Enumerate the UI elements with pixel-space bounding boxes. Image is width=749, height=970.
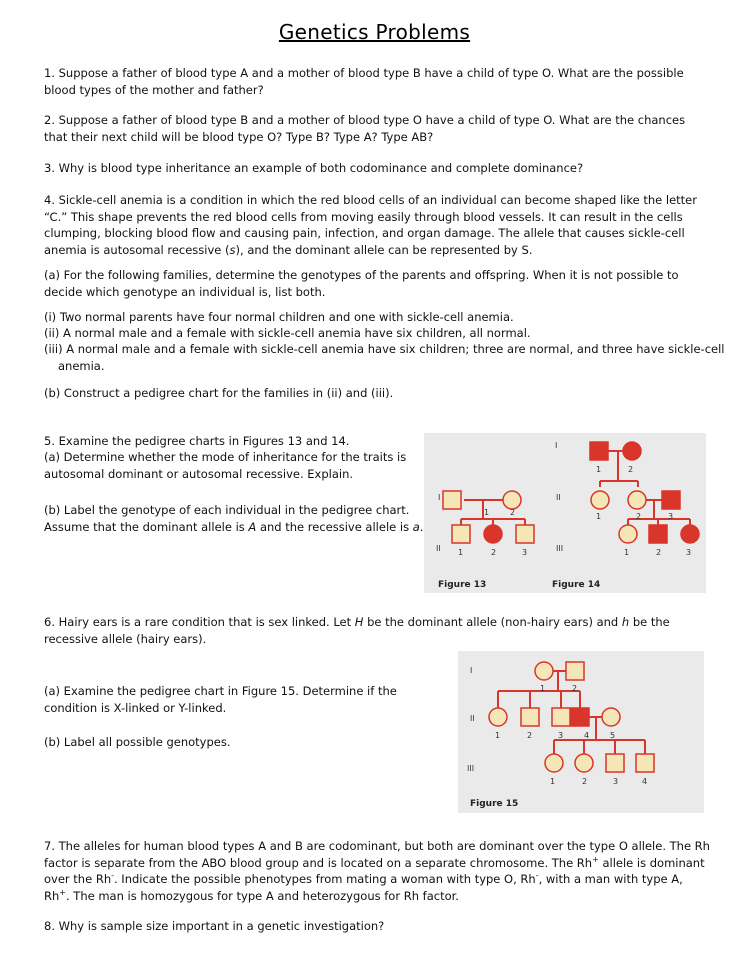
question-1: 1. Suppose a father of blood type A and a mother of blood type B have a child of type O. What are the possible blood types of the mother and father? [44,66,684,97]
fig13-ii3-male-unaffected [516,525,534,543]
fig13-ii3-number: 3 [522,548,528,557]
figure-14-label: Figure 14 [552,580,601,590]
fig15-i1-female-unaffected [535,662,553,680]
fig13-ii2-number: 2 [491,548,497,557]
fig15-i2-number: 2 [572,684,578,693]
fig15-ii1-female-unaffected [489,708,507,726]
fig14-gen-II-label: II [556,493,561,502]
pedigree-figure-15 [458,651,704,813]
figure-15-label: Figure 15 [470,799,519,809]
question-4b: (b) Construct a pedigree chart for the families in (ii) and (iii). [44,386,394,400]
fig15-iii4-male-unaffected [636,754,654,772]
page-title: Genetics Problems [278,20,471,44]
fig14-i1-male-affected [590,442,608,460]
fig13-gen-II-label: II [436,544,441,553]
question-6-intro: 6. Hairy ears is a rare condition that is sex linked. Let H be the dominant allele (non-hairy ears) and h be the recessive allele (hairy ears). [44,615,670,646]
fig14-iii1-female-unaffected [619,525,637,543]
fig15-ii5-female-unaffected [602,708,620,726]
fig13-i1-number: 1 [484,508,490,517]
question-5a: (a) Determine whether the mode of inheritance for the traits is autosomal dominant or autosomal recessive. Explain. [44,450,407,481]
figure-panel-background [424,433,706,593]
question-8: 8. Why is sample size important in a genetic investigation? [44,919,385,933]
fig15-gen-I-label: I [470,666,473,675]
fig13-gen-I-label: I [438,493,441,502]
fig15-iii3-number: 3 [613,777,619,786]
fig15-ii3-male-unaffected [552,708,570,726]
question-5-intro: 5. Examine the pedigree charts in Figures 13 and 14. [44,434,350,448]
fig14-ii3-number: 3 [668,512,674,521]
fig13-i1-male-unaffected [443,491,461,509]
question-7: 7. The alleles for human blood types A and B are codominant, but both are dominant over the type O allele. The Rh factor is separate from the ABO blood group and is located on a separate chromosome. The Rh+ allele is dominant over the Rh-. Indicate the possible phenotypes from mating a woman with type O, Rh-, with a man with type A, Rh+. The man is homozygous for type A and heterozygous for Rh factor. [44,839,710,903]
fig15-ii4-male-affected [571,708,589,726]
fig14-i2-number: 2 [628,465,634,474]
question-4-i: (i) Two normal parents have four normal children and one with sickle-cell anemia. [44,310,514,324]
fig14-ii1-female-unaffected [591,491,609,509]
question-4a: (a) For the following families, determine the genotypes of the parents and offspring. When it is not possible to decide which genotype an individual is, list both. [44,268,679,299]
fig15-iii2-number: 2 [582,777,588,786]
pedigree-figures-13-14 [424,433,706,593]
fig15-gen-II-label: II [470,714,475,723]
fig14-iii2-male-affected [649,525,667,543]
question-6a: (a) Examine the pedigree chart in Figure 15. Determine if the condition is X-linked or Y-linked. [44,684,397,715]
fig14-ii1-number: 1 [596,512,602,521]
fig15-iii2-female-unaffected [575,754,593,772]
fig15-ii5-number: 5 [610,731,616,740]
fig14-iii2-number: 2 [656,548,662,557]
fig14-ii3-male-affected [662,491,680,509]
figure-15-panel [458,651,704,813]
fig15-iii4-number: 4 [642,777,648,786]
fig13-i2-number: 2 [510,508,516,517]
fig15-ii3-number: 3 [558,731,564,740]
fig14-iii3-female-affected [681,525,699,543]
fig13-ii2-female-affected [484,525,502,543]
fig15-i1-number: 1 [540,684,546,693]
question-6b: (b) Label all possible genotypes. [44,735,231,749]
fig13-ii1-number: 1 [458,548,464,557]
fig15-iii3-male-unaffected [606,754,624,772]
question-3: 3. Why is blood type inheritance an example of both codominance and complete dominance? [44,161,584,175]
question-4: 4. Sickle-cell anemia is a condition in which the red blood cells of an individual can become shaped like the letter “C.” This shape prevents the red blood cells from moving easily through blood vessels. It can result in the cells clumping, blocking blood flow and causing pain, infection, and organ damage. The allele that causes sickle-cell anemia is autosomal recessive (s), and the dominant allele can be represented by S. [44,193,697,257]
fig14-gen-III-label: III [556,544,564,553]
fig13-ii1-male-unaffected [452,525,470,543]
question-4-ii: (ii) A normal male and a female with sickle-cell anemia have six children, all normal. [44,326,531,340]
fig14-ii2-number: 2 [636,512,642,521]
fig14-iii1-number: 1 [624,548,630,557]
fig15-ii2-number: 2 [527,731,533,740]
fig13-i2-female-unaffected [503,491,521,509]
fig15-i2-male-unaffected [566,662,584,680]
question-2: 2. Suppose a father of blood type B and a mother of blood type O have a child of type O. What are the chances that their next child will be blood type O? Type B? Type A? Type AB? [44,113,686,144]
question-5b: (b) Label the genotype of each individual in the pedigree chart. Assume that the dominant allele is A and the recessive allele is a. [44,503,424,534]
figure-13-label: Figure 13 [438,580,487,590]
question-4-iii: (iii) A normal male and a female with sickle-cell anemia have six children; three are normal, and three have sickle-cell anemia. [44,342,725,373]
fig14-iii3-number: 3 [686,548,692,557]
fig15-gen-III-label: III [467,764,475,773]
fig15-iii1-female-unaffected [545,754,563,772]
fig14-i1-number: 1 [596,465,602,474]
fig14-i2-female-affected [623,442,641,460]
fig15-ii2-male-unaffected [521,708,539,726]
fig14-ii2-female-unaffected [628,491,646,509]
fig14-gen-I-label: I [555,441,558,450]
fig15-iii1-number: 1 [550,777,556,786]
figure-13-14-panel [424,433,706,593]
fig15-ii1-number: 1 [495,731,501,740]
fig15-ii4-number: 4 [584,731,590,740]
